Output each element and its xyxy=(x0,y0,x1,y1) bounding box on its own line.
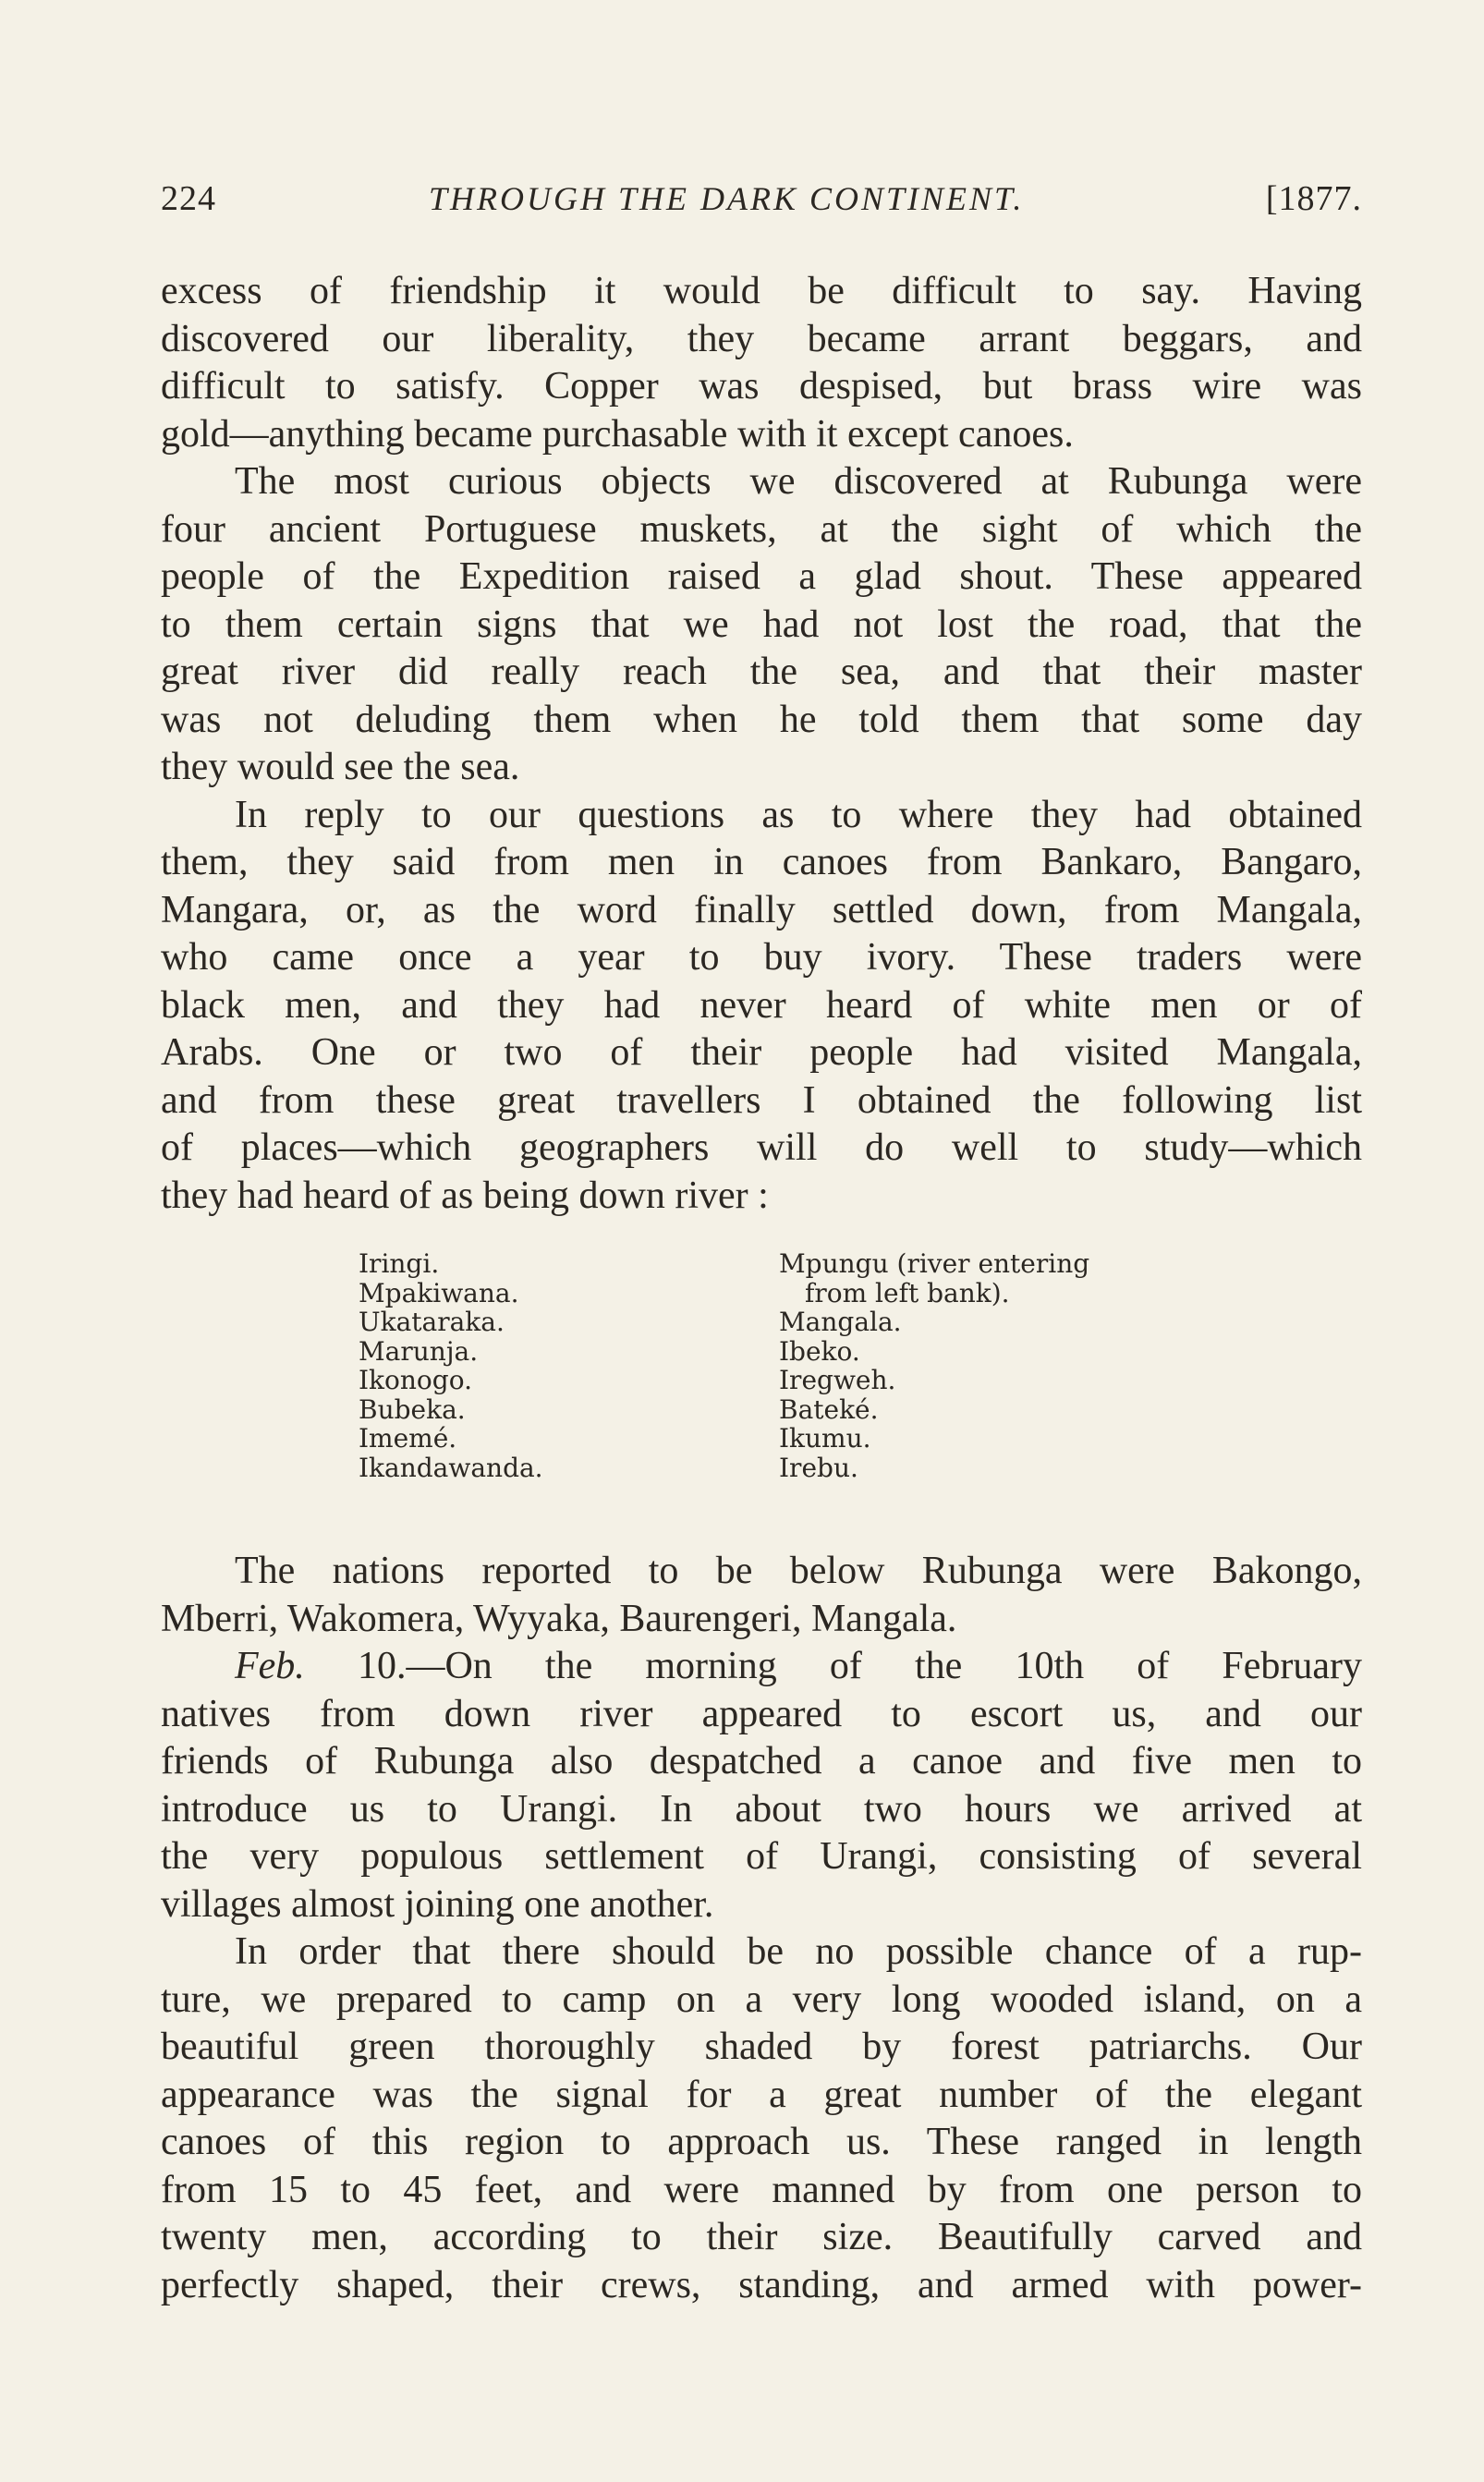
text-line: from 15 to 45 feet, and were manned by from one person to xyxy=(161,2168,1362,2211)
text-line: to them certain signs that we had not lost the road, that the xyxy=(161,602,1362,646)
places-column-right xyxy=(779,1249,1089,1482)
page-number: 224 xyxy=(161,179,216,218)
text-line: introduce us to Urangi. In about two hours we arrived at xyxy=(161,1787,1362,1831)
paragraph-2 xyxy=(161,458,1362,792)
text-line: black men, and they had never heard of white men or of xyxy=(161,983,1362,1027)
body-text-upper xyxy=(161,268,1362,1220)
text-line: excess of friendship it would be difficult to say. Having xyxy=(161,270,1362,312)
text-line: beautiful green thoroughly shaded by forest patriarchs. Our xyxy=(161,2026,1362,2068)
text-line: canoes of this region to approach us. These ranged in length xyxy=(161,2121,1362,2163)
text-line: the very populous settlement of Urangi, consisting of several xyxy=(161,1835,1362,1878)
paragraph-5 xyxy=(161,1643,1362,1928)
place-item: Ikumu. xyxy=(779,1423,871,1454)
paragraph-1 xyxy=(161,268,1362,458)
text-line: In reply to our questions as to where they had obtained xyxy=(235,793,1362,836)
text-line: great river did really reach the sea, and that their master xyxy=(161,651,1362,693)
paragraph-3 xyxy=(161,792,1362,1221)
text-line: friends of Rubunga also despatched a canoe and five men to xyxy=(161,1740,1362,1782)
place-item: Imemé. xyxy=(359,1423,457,1454)
book-title: THROUGH THE DARK CONTINENT. xyxy=(429,180,1025,217)
text-line: natives from down river appeared to escort us, and our xyxy=(161,1692,1362,1735)
text-line: perfectly shaped, their crews, standing, and armed with power- xyxy=(161,2263,1362,2306)
year-marker: [1877. xyxy=(1265,179,1362,218)
places-column-left xyxy=(359,1249,543,1482)
text-line: was not deluding them when he told them that some day xyxy=(161,698,1362,741)
place-item: Mpakiwana. xyxy=(359,1277,519,1308)
text-line: difficult to satisfy. Copper was despised, but brass wire was xyxy=(161,365,1362,408)
body-text-lower xyxy=(161,1548,1362,2309)
text-line: ture, we prepared to camp on a very long wooded island, on a xyxy=(161,1977,1362,2021)
text-line: them, they said from men in canoes from Bankaro, Bangaro, xyxy=(161,841,1362,883)
text-line-rest: 10.—On the morning of the 10th of February xyxy=(357,1645,1362,1687)
text-line: Mberri, Wakomera, Wyyaka, Baurengeri, Mangala. xyxy=(161,1597,957,1640)
running-head xyxy=(161,176,1362,222)
paragraph-6 xyxy=(161,1928,1362,2309)
text-line: they had heard of as being down river : xyxy=(161,1174,769,1217)
paragraph-4 xyxy=(161,1548,1362,1643)
text-line: The nations reported to be below Rubunga were Bakongo, xyxy=(235,1550,1362,1592)
text-line: twenty men, according to their size. Beautifully carved and xyxy=(161,2216,1362,2258)
text-line: of places—which geographers will do well to study—which xyxy=(161,1126,1362,1169)
text-line: appearance was the signal for a great number of the elegant xyxy=(161,2073,1362,2116)
text-line xyxy=(161,1643,1362,1691)
place-item: Ikonogo. xyxy=(359,1365,472,1395)
text-line: discovered our liberality, they became arrant beggars, and xyxy=(161,317,1362,360)
text-line: people of the Expedition raised a glad shout. These appeared xyxy=(161,555,1362,598)
place-item: Ikandawanda. xyxy=(359,1452,543,1483)
place-item: Iregweh. xyxy=(779,1365,896,1395)
text-line: Mangara, or, as the word finally settled down, from Mangala, xyxy=(161,888,1362,931)
text-line: and from these great travellers I obtained the following list xyxy=(161,1078,1362,1122)
text-line: Arabs. One or two of their people had visited Mangala, xyxy=(161,1031,1362,1074)
place-item: Irebu. xyxy=(779,1452,858,1483)
text-line: In order that there should be no possible chance of a rup- xyxy=(235,1930,1362,1973)
text-line: four ancient Portuguese muskets, at the sight of which the xyxy=(161,507,1362,551)
place-item: Ibeko. xyxy=(779,1335,860,1367)
place-item: Marunja. xyxy=(359,1335,479,1367)
place-item: Bubeka. xyxy=(359,1393,466,1425)
place-item: Mpungu (river entering xyxy=(779,1248,1090,1279)
place-item: Iringi. xyxy=(359,1248,440,1279)
text-line: gold—anything became purchasable with it except canoes. xyxy=(161,412,1074,456)
text-line: The most curious objects we discovered at Rubunga were xyxy=(235,460,1362,503)
text-line: who came once a year to buy ivory. These traders were xyxy=(161,936,1362,979)
text-line: villages almost joining one another. xyxy=(161,1882,714,1926)
place-item: Bateké. xyxy=(779,1393,879,1425)
text-line: they would see the sea. xyxy=(161,746,520,788)
place-item: Mangala. xyxy=(779,1307,902,1337)
place-item: Ukataraka. xyxy=(359,1307,505,1337)
date-label: Feb. xyxy=(235,1645,305,1687)
place-item: from left bank). xyxy=(805,1277,1010,1308)
